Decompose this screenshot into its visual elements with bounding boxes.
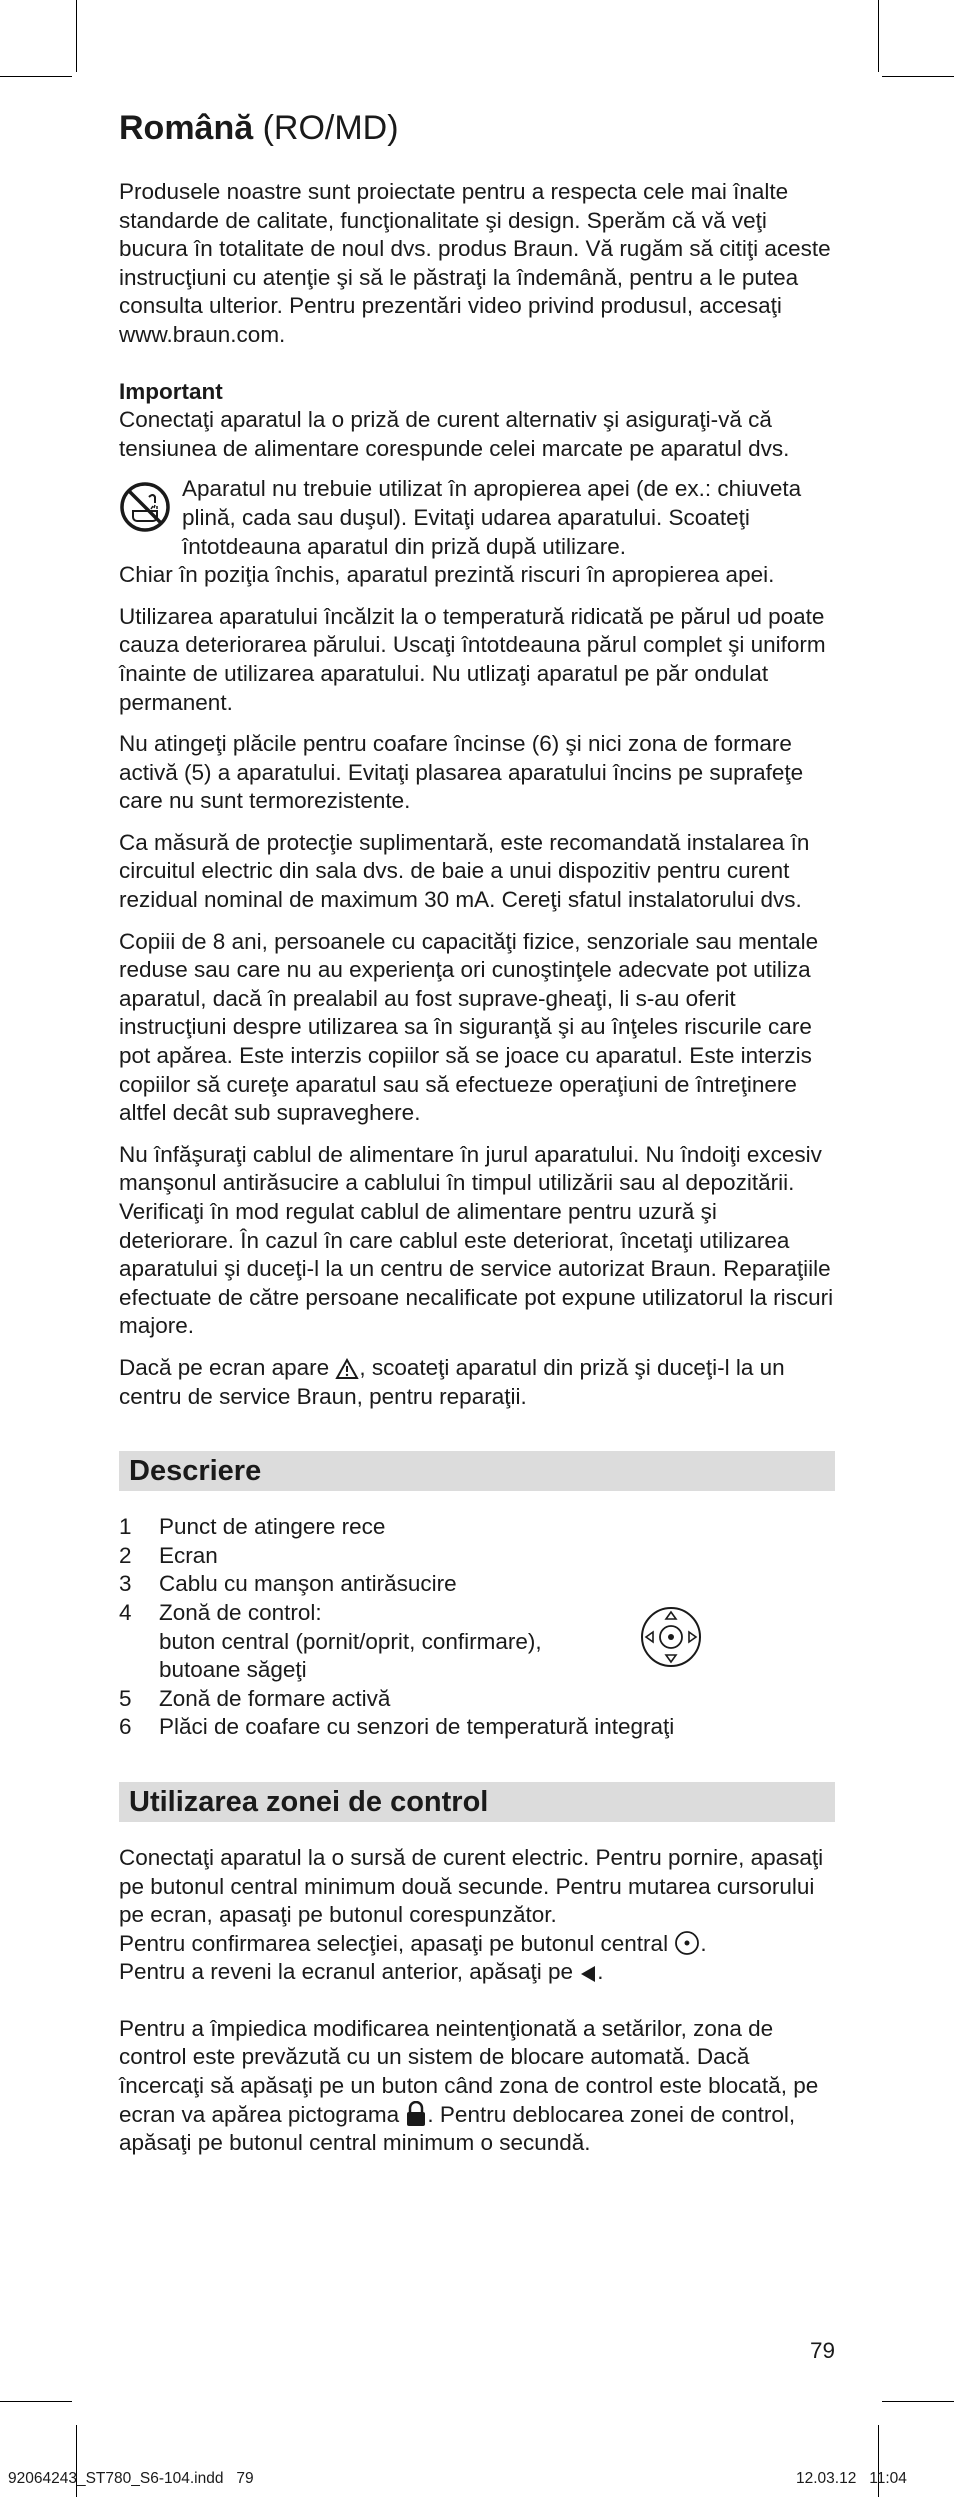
water-warning-continued: Chiar în poziţia închis, aparatul prezintă riscuri în apropierea apei. xyxy=(119,562,775,588)
crop-mark xyxy=(882,2401,954,2402)
crop-mark xyxy=(76,0,77,72)
crop-mark xyxy=(0,2401,72,2402)
screen-warning-paragraph xyxy=(119,1354,835,1411)
description-heading: Descriere xyxy=(119,1451,835,1491)
crop-mark xyxy=(882,76,954,77)
page-number: 79 xyxy=(809,2338,835,2363)
control-pad-icon xyxy=(639,1605,703,1669)
children-paragraph: Copiii de 8 ani, persoanele cu capacităţi fizice, senzoriale sau mentale reduse sau care nu au experienţa ori cunoştinţele adecvate pot utiliza aparatul, dacă în prealabil au fost suprave-gheaţi, li s-au oferit instrucţiuni despre utilizarea sa în siguranţă şi au înţeles riscurile care pot apărea. Este interzis copiilor să se joace cu aparatul. Este interzis copiilor să cureţe aparatul sau să efectueze operaţiuni de întreţinere altfel decât sub supraveghere. xyxy=(119,928,819,1126)
crop-mark xyxy=(878,0,879,72)
page-content xyxy=(119,108,835,2171)
list-item: 6 Plăci de coafare cu senzori de temperatură integraţi xyxy=(119,1714,675,1740)
list-item: 2 Ecran xyxy=(119,1542,218,1568)
important-heading: Important xyxy=(119,378,223,404)
language-name: Română xyxy=(119,109,254,147)
crop-mark xyxy=(0,76,72,77)
screen-warning-text-b: , scoateţi aparatul din priză şi duceţi-l la un centru de service Braun, pentru reparaţii. xyxy=(119,1354,785,1409)
control-heading: Utilizarea zonei de control xyxy=(119,1782,835,1822)
water-warning xyxy=(119,475,835,561)
heat-paragraph: Utilizarea aparatului încălzit la o temperatură ridicată pe părul ud poate cauza deteriorarea părului. Uscaţi întotdeauna părul complet şi uniform înainte de utilizarea aparatului. Nu utlizaţi aparatul pe păr ondulat permanent. xyxy=(119,603,826,715)
list-item: 4 Zonă de control: xyxy=(119,1599,322,1625)
cable-paragraph-1: Nu înfăşuraţi cablul de alimentare în jurul aparatului. Nu îndoiţi excesiv manşonul antirăsucire a cablului în timpul utilizării sau al depozitării. xyxy=(119,1141,822,1196)
footer-date-info: 12.03.12 11:04 xyxy=(796,2470,907,2487)
rcd-paragraph: Ca măsură de protecţie suplimentară, este recomandată instalarea în circuitul electric din sala dvs. de baie a unui dispozitiv pentru curent rezidual nominal de maximum 30 mA. Cereţi sfatul instalatorului dvs. xyxy=(119,829,810,913)
list-item: 1 Punct de atingere rece xyxy=(119,1514,386,1540)
left-arrow-icon xyxy=(579,1964,597,1984)
screen-warning-text-a: Dacă pe ecran apare xyxy=(119,1354,336,1380)
water-warning-text: Aparatul nu trebuie utilizat în apropierea apei (de ex.: chiuveta plină, cada sau duşul). Evitaţi udarea aparatului. Scoateţi întotdeauna aparatul din priză după utilizare. xyxy=(182,476,802,559)
no-water-icon xyxy=(119,481,171,533)
footer-file-info: 92064243_ST780_S6-104.indd 79 xyxy=(8,2470,254,2487)
important-paragraph: Conectaţi aparatul la o priză de curent alternativ şi asiguraţi-vă că tensiunea de alimentare corespunde celei marcate pe aparatul dvs. xyxy=(119,407,790,461)
lock-icon xyxy=(405,2101,427,2127)
control-paragraph-1: Conectaţi aparatul la o sursă de curent electric. Pentru pornire, apasaţi pe butonul central minimum două secunde. Pentru mutarea cursorului pe ecran, apasaţi pe butonul corespunzător. xyxy=(119,1844,824,1928)
list-item: 5 Zonă de formare activă xyxy=(119,1685,391,1711)
description-list xyxy=(119,1513,835,1742)
control-paragraph-2: Pentru confirmarea selecţiei, apasaţi pe butonul central . xyxy=(119,1930,707,1956)
center-button-icon xyxy=(674,1930,700,1956)
cable-paragraph-2: Verificaţi în mod regulat cablul de alimentare pentru uzură şi deteriorare. În cazul în care cablul este deteriorat, încetaţi utilizarea aparatului şi duceţi-l la un centru de service autorizat Braun. Reparaţiile efectuate de către persoane necalificate pot expune utilizatorul la riscuri majore. xyxy=(119,1199,834,1339)
control-paragraph-3: Pentru a reveni la ecranul anterior, apăsaţi pe . xyxy=(119,1959,604,1985)
language-code: (RO/MD) xyxy=(262,109,399,147)
page-title xyxy=(119,108,835,148)
list-item: 3 Cablu cu manşon antirăsucire xyxy=(119,1571,457,1597)
control-paragraph-4: Pentru a împiedica modificarea neintenţionată a setărilor, zona de control este prevăzută cu un sistem de blocare automată. Dacă încercaţi să apăsaţi pe un buton când zona de control este blocată, pe ecran va apărea pictograma . Pentru deblocarea zonei de control, apăsaţi pe butonul central minimum o secundă. xyxy=(119,2015,819,2156)
hot-plates-paragraph: Nu atingeţi plăcile pentru coafare încinse (6) şi nici zona de formare activă (5) a aparatului. Evitaţi plasarea aparatului încins pe suprafeţe care nu sunt termorezistente. xyxy=(119,731,804,814)
warning-triangle-icon xyxy=(335,1358,359,1380)
intro-paragraph: Produsele noastre sunt proiectate pentru a respecta cele mai înalte standarde de calitate, funcţionalitate şi design. Sperăm că vă veţi bucura în totalitate de noul dvs. produs Braun. Vă rugăm să citiţi aceste instrucţiuni cu atenţie şi să le păstraţi la îndemână, pentru a le putea consulta ulterior. Pentru prezentări video privind produsul, accesaţi www.braun.com. xyxy=(119,179,831,347)
list-item: butoane săgeţi xyxy=(159,1657,307,1683)
list-item: buton central (pornit/oprit, confirmare), xyxy=(159,1628,542,1654)
